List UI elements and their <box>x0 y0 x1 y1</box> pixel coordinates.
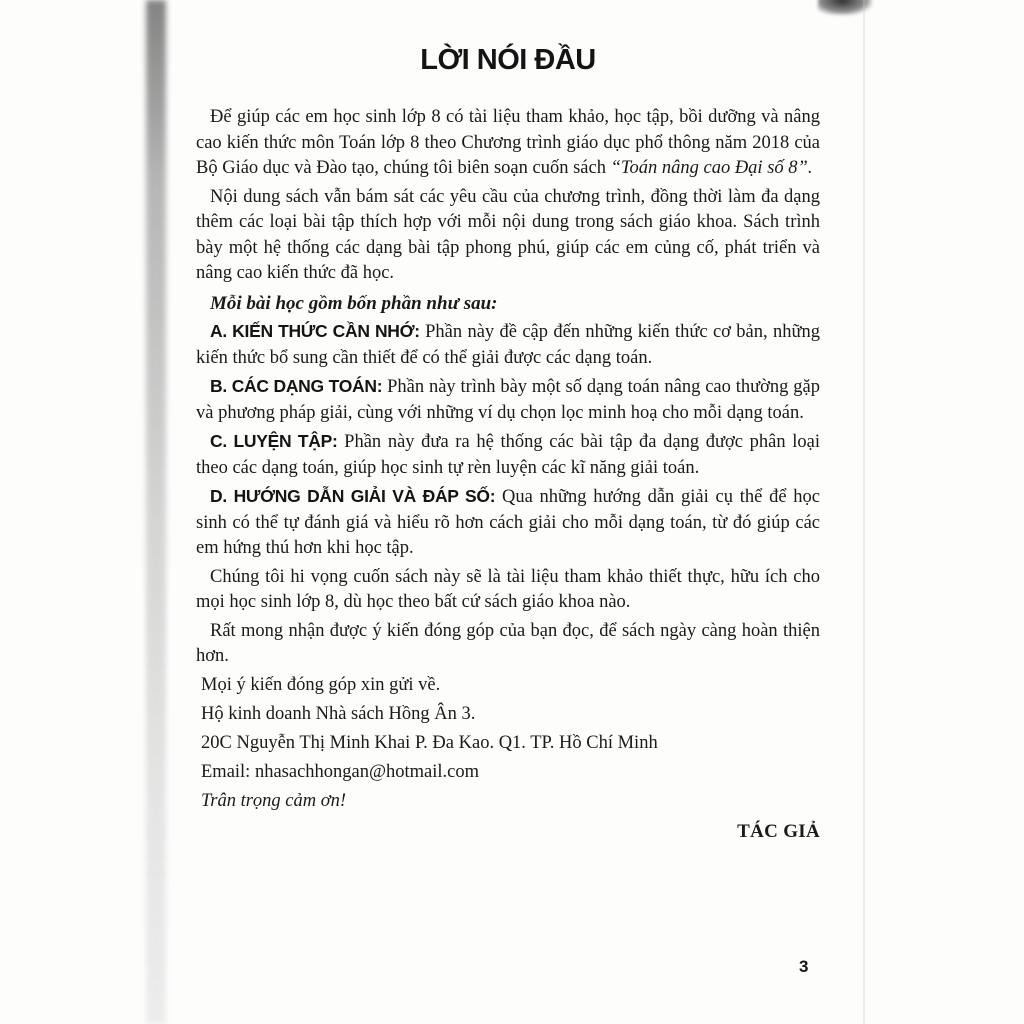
publisher-address: 20C Nguyễn Thị Minh Khai P. Đa Kao. Q1. TP. Hồ Chí Minh <box>201 733 658 753</box>
intro-paragraph-text: Để giúp các em học sinh lớp 8 có tài liệu tham khảo, học tập, bồi dưỡng và nâng cao kiến thức môn Toán lớp 8 theo Chương trình giáo dục phổ thông năm 2018 của Bộ Giáo dục và Đào tạo, chúng tôi biên soạn cuốn sách <box>196 107 820 178</box>
section-a-body: Phần này đề cập đến những kiến thức cơ bản, những kiến thức bổ sung cần thiết để có thể giải được các dạng toán. <box>196 322 821 368</box>
intro-paragraph <box>196 105 820 182</box>
section-b-body: Phần này trình bày một số dạng toán nâng cao thường gặp và phương pháp giải, cùng với những ví dụ chọn lọc minh hoạ cho mỗi dạng toán. <box>196 377 821 423</box>
overview-paragraph: Nội dung sách vẫn bám sát các yêu cầu của chương trình, đồng thời làm đa dạng thêm các loại bài tập thích hợp với mỗi nội dung trong sách giáo khoa. Sách trình bày một hệ thống các dạng bài tập phong phú, giúp các em củng cố, phát triển và nâng cao kiến thức đã học. <box>196 186 820 283</box>
page-spine-shadow <box>146 0 166 1024</box>
section-d-body: Qua những hướng dẫn giải cụ thể để học sinh có thể tự đánh giá và hiểu rõ hơn cách giải cho mỗi dạng toán, từ đó giúp các em hứng thú hơn khi học tập. <box>196 487 820 558</box>
closing-send-note: Mọi ý kiến đóng góp xin gửi về. <box>201 675 441 695</box>
section-c-body: Phần này đưa ra hệ thống các bài tập đa dạng được phân loại theo các dạng toán, giúp học sinh tự rèn luyện các kĩ năng giải toán. <box>196 432 820 478</box>
section-c-label: C. LUYỆN TẬP: <box>210 431 338 451</box>
section-c <box>196 429 820 481</box>
author-signature: TÁC GIẢ <box>737 820 820 842</box>
closing-hope-paragraph: Chúng tôi hi vọng cuốn sách này sẽ là tài liệu tham khảo thiết thực, hữu ích cho mọi học sinh lớp 8, dù học theo bất cứ sách giáo khoa nào. <box>196 566 820 612</box>
section-a <box>196 319 820 371</box>
section-d <box>196 484 820 562</box>
section-d-label: D. HƯỚNG DẪN GIẢI VÀ ĐÁP SỐ: <box>210 486 496 506</box>
book-title-quote: “Toán nâng cao Đại số 8”. <box>610 158 813 178</box>
sections-heading: Mỗi bài học gồm bốn phần như sau: <box>210 292 498 314</box>
page-number: 3 <box>799 957 809 976</box>
publisher-email: Email: nhasachhongan@hotmail.com <box>201 762 480 782</box>
page-content <box>196 0 820 844</box>
closing-thanks: Trân trọng cảm ơn! <box>201 791 347 811</box>
publisher-name: Hộ kinh doanh Nhà sách Hồng Ân 3. <box>201 704 476 724</box>
closing-feedback-paragraph: Rất mong nhận được ý kiến đóng góp của bạn đọc, để sách ngày càng hoàn thiện hơn. <box>196 620 820 666</box>
page-edge-line <box>863 0 865 1024</box>
section-b-label: B. CÁC DẠNG TOÁN: <box>210 376 383 396</box>
page-title: LỜI NÓI ĐẦU <box>420 44 596 76</box>
section-b <box>196 374 820 426</box>
section-a-label: A. KIẾN THỨC CẦN NHỚ: <box>210 321 420 341</box>
